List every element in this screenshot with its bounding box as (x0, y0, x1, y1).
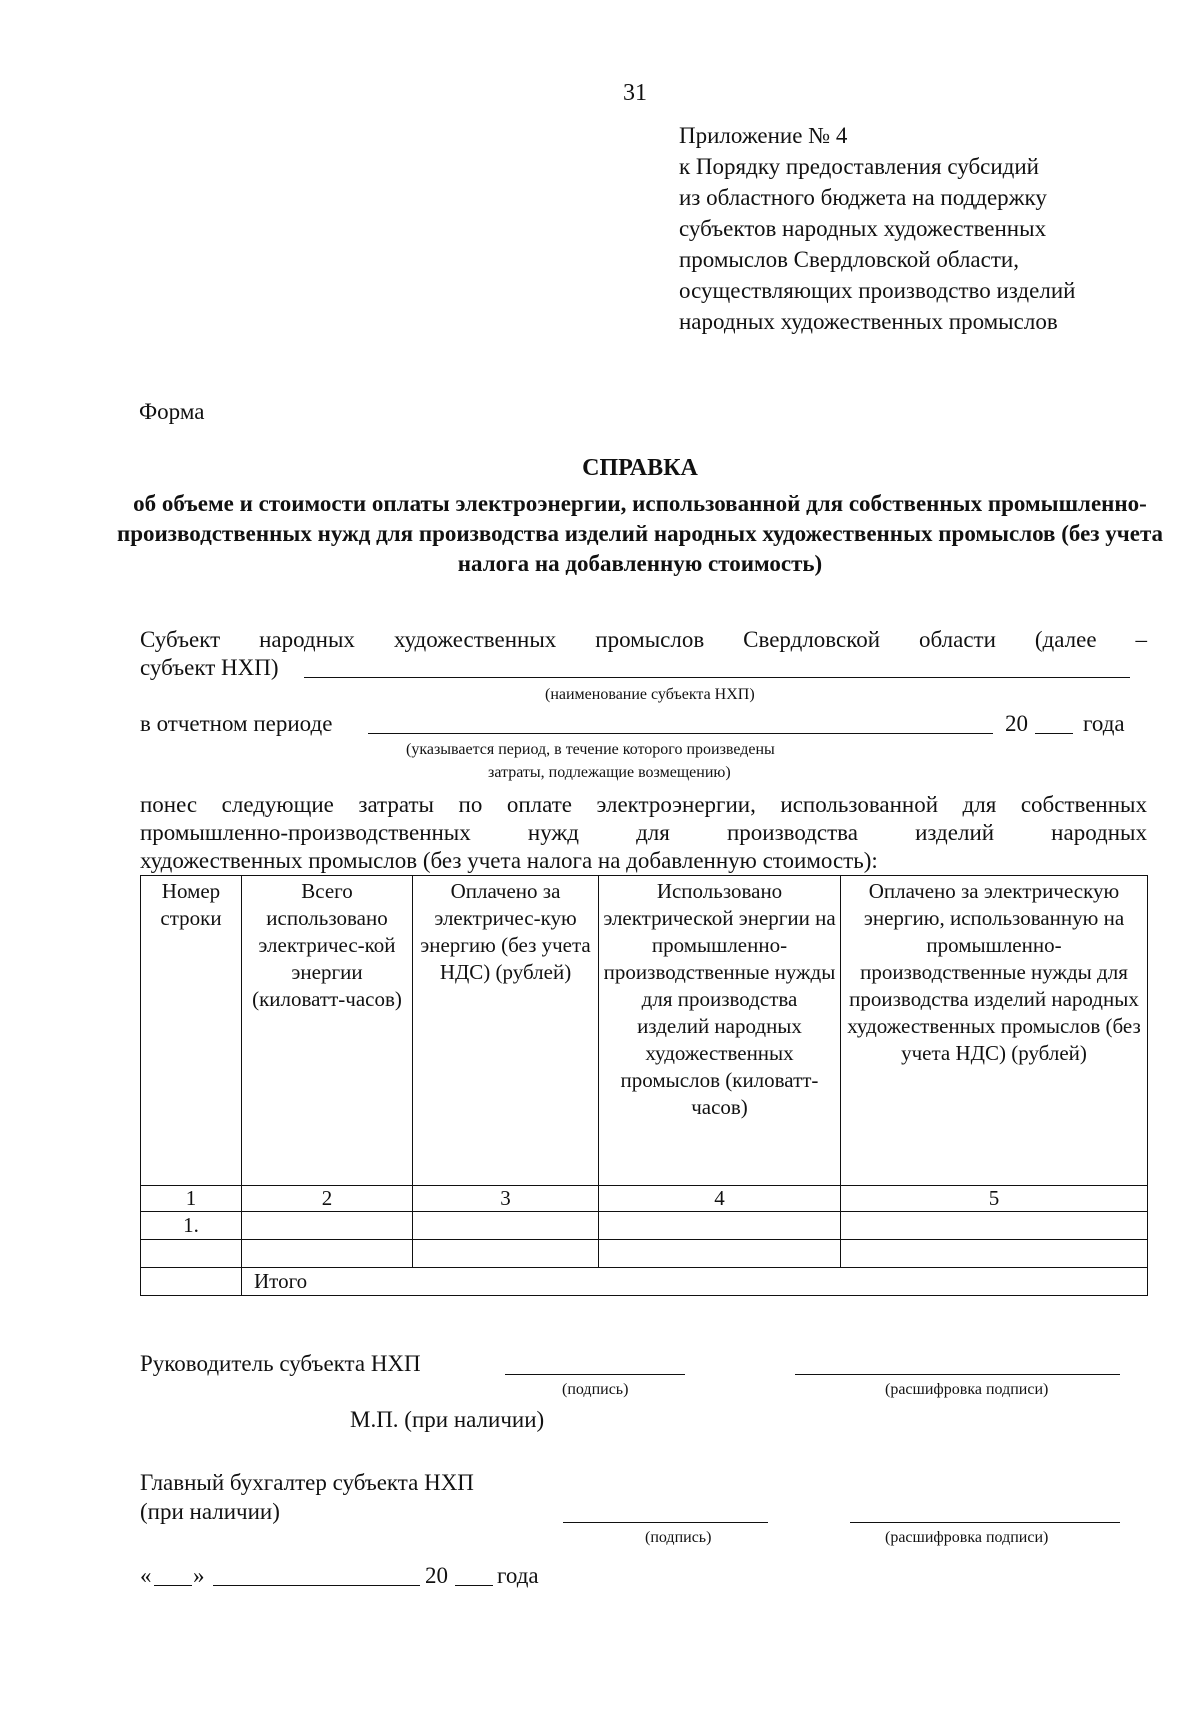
decode-hint: (расшифровка подписи) (885, 1529, 1049, 1546)
table-row (141, 1240, 1148, 1268)
table-header-cell: Всего использовано электричес-кой энергии (киловатт-часов) (242, 876, 413, 1186)
period-hint: затраты, подлежащие возмещению) (488, 764, 731, 781)
date-close-quote: » (193, 1563, 205, 1588)
costs-line: понес следующие затраты по оплате электроэнергии, использованной для собственных (140, 792, 1147, 817)
appendix-line: субъектов народных художественных (679, 216, 1047, 241)
period-year-prefix: 20 (1005, 711, 1028, 736)
appendix-line: народных художественных промыслов (679, 309, 1058, 334)
accountant-label: (при наличии) (140, 1499, 280, 1524)
column-number: 2 (242, 1186, 413, 1212)
stamp-label: М.П. (при наличии) (350, 1407, 545, 1432)
column-number: 1 (141, 1186, 242, 1212)
appendix-line: промыслов Свердловской области, (679, 247, 1019, 272)
date-year-field[interactable] (455, 1585, 493, 1586)
subject-name-hint: (наименование субъекта НХП) (545, 686, 755, 703)
appendix-block (679, 120, 1075, 337)
intro-line: Субъект народных художественных промыслов Свердловской области (далее – (140, 627, 1147, 652)
table-header-cell: Использовано электрической энергии на промышленно-производственные нужды для производства изделий народных художественных промыслов (киловатт-часов) (599, 876, 841, 1186)
table-cell[interactable] (841, 1240, 1148, 1268)
column-number: 3 (413, 1186, 599, 1212)
table-cell[interactable] (413, 1212, 599, 1240)
subject-name-field[interactable] (304, 677, 1130, 678)
costs-table (140, 875, 1148, 1296)
document-subtitle: об объеме и стоимости оплаты электроэнергии, использованной для собственных промышленно-производственных нужд для производства изделий народных художественных промыслов (без учета налога на добавленную стоимость) (116, 491, 1164, 576)
date-month-field[interactable] (213, 1585, 420, 1586)
table-header-cell: Оплачено за электричес-кую энергию (без учета НДС) (рублей) (413, 876, 599, 1186)
table-column-numbers-row (141, 1186, 1148, 1212)
page-number: 31 (623, 80, 647, 106)
decode-hint: (расшифровка подписи) (885, 1381, 1049, 1398)
appendix-line: осуществляющих производство изделий (679, 278, 1076, 303)
head-label: Руководитель субъекта НХП (140, 1351, 421, 1376)
table-cell[interactable] (841, 1212, 1148, 1240)
date-year-suffix: года (497, 1563, 539, 1588)
period-label: в отчетном периоде (140, 711, 333, 736)
table-row (141, 1212, 1148, 1240)
table-header-row (141, 876, 1148, 1186)
head-signature-decode-field[interactable] (795, 1374, 1120, 1375)
date-open-quote: « (140, 1563, 152, 1588)
table-header-cell: Оплачено за электрическую энергию, использованную на промышленно-производственные нужды для производства изделий народных художественных промыслов (без учета НДС) (рублей) (841, 876, 1148, 1186)
table-cell (141, 1268, 242, 1296)
accountant-label: Главный бухгалтер субъекта НХП (140, 1470, 474, 1495)
costs-line: художественных промыслов (без учета налога на добавленную стоимость): (140, 848, 878, 873)
row-number: 1. (141, 1212, 242, 1240)
column-number: 5 (841, 1186, 1148, 1212)
period-year-field[interactable] (1035, 733, 1073, 734)
table-total-row (141, 1268, 1148, 1296)
table-cell[interactable] (242, 1212, 413, 1240)
subject-label: субъект НХП) (140, 655, 279, 680)
head-signature-field[interactable] (505, 1374, 685, 1375)
accountant-signature-decode-field[interactable] (850, 1522, 1120, 1523)
total-label: Итого (242, 1268, 1148, 1296)
costs-line: промышленно-производственных нужд для производства изделий народных (140, 820, 1147, 845)
table-cell[interactable] (599, 1240, 841, 1268)
signature-hint: (подпись) (562, 1381, 629, 1398)
table-cell[interactable] (141, 1240, 242, 1268)
period-hint: (указывается период, в течение которого произведены (406, 741, 775, 758)
date-year-prefix: 20 (425, 1563, 448, 1588)
appendix-line: Приложение № 4 (679, 123, 848, 148)
appendix-line: к Порядку предоставления субсидий (679, 154, 1039, 179)
period-year-suffix: года (1083, 711, 1125, 736)
column-number: 4 (599, 1186, 841, 1212)
accountant-signature-field[interactable] (563, 1522, 768, 1523)
table-cell[interactable] (413, 1240, 599, 1268)
signature-hint: (подпись) (645, 1529, 712, 1546)
appendix-line: из областного бюджета на поддержку (679, 185, 1047, 210)
form-label: Форма (139, 399, 205, 424)
table-cell[interactable] (242, 1240, 413, 1268)
table-cell[interactable] (599, 1212, 841, 1240)
document-title: СПРАВКА (582, 455, 698, 481)
date-day-field[interactable] (154, 1585, 192, 1586)
table-header-cell: Номер строки (141, 876, 242, 1186)
period-field[interactable] (368, 733, 993, 734)
